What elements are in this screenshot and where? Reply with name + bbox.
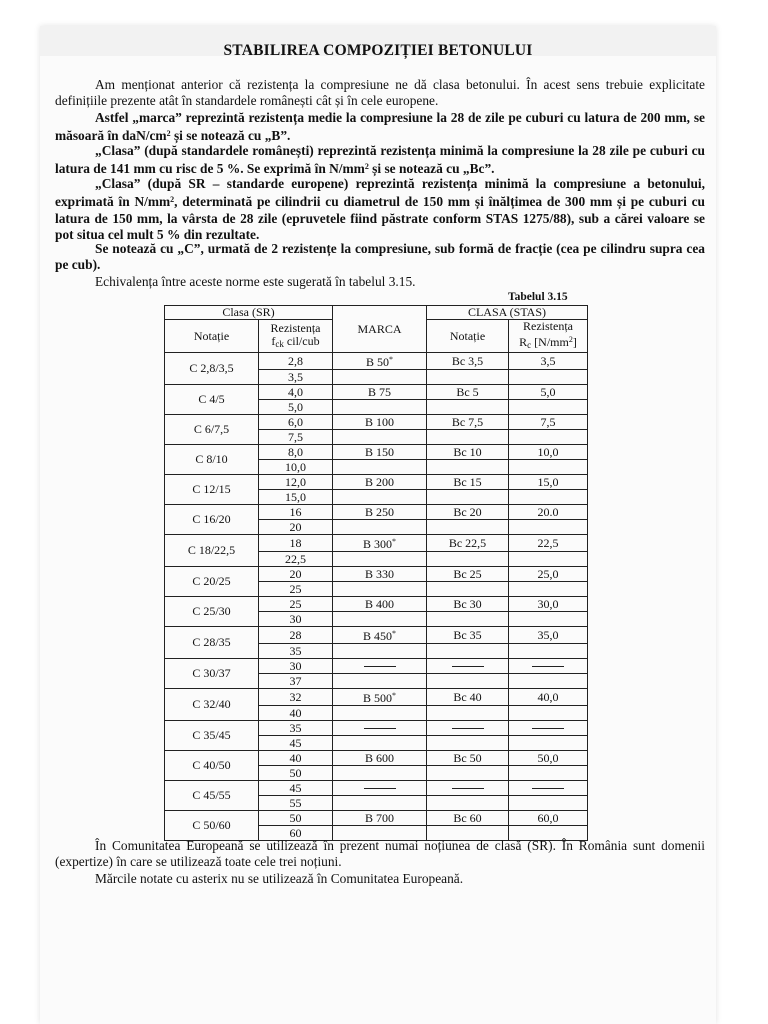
marca-value: B 450 [362,629,392,643]
cell-fck-cub: 60 [259,826,333,841]
cell-empty [427,796,509,811]
cell-empty [509,552,588,567]
cell-fck-cub: 22,5 [259,552,333,567]
cell-fck-cub: 45 [259,736,333,751]
cell-bc [427,659,509,674]
cell-bc: Bc 40 [427,689,509,706]
marca-value: B 75 [367,384,391,399]
cell-bc: Bc 3,5 [427,353,509,370]
cell-fck-cil: 2,8 [259,353,333,370]
table-row [165,659,588,674]
cell-fck-cub: 40 [259,706,333,721]
cell-empty [509,674,588,689]
header-fck-symbol: f [271,333,276,348]
table-row [165,415,588,430]
cell-rc: 60,0 [509,811,588,826]
header-marca: MARCA [333,306,427,353]
marca-value: B 600 [364,750,394,765]
cell-notatie: C 18/22,5 [165,535,259,567]
cell-rc: 10,0 [509,445,588,460]
cell-bc [427,721,509,736]
header-rc-close: ] [572,335,577,349]
cell-fck-cub: 7,5 [259,430,333,445]
marca-value: B 50 [365,355,389,369]
cell-empty [509,490,588,505]
cell-empty [427,674,509,689]
cell-empty [427,766,509,781]
cell-notatie: C 20/25 [165,567,259,597]
cell-marca [333,415,427,430]
cell-bc: Bc 60 [427,811,509,826]
cell-rc [509,781,588,796]
cell-notatie: C 50/60 [165,811,259,841]
cell-marca [333,445,427,460]
cell-notatie: C 6/7,5 [165,415,259,445]
empty-dash [364,666,396,667]
cell-empty [333,520,427,535]
cell-empty [333,460,427,475]
empty-dash [364,728,396,729]
cell-rc: 40,0 [509,689,588,706]
cell-bc: Bc 20 [427,505,509,520]
cell-empty [509,612,588,627]
cell-fck-cil: 40 [259,751,333,766]
cell-bc: Bc 10 [427,445,509,460]
cell-empty [509,582,588,597]
header-rezistenta-rc-label: Rezistența [523,319,573,333]
cell-marca [333,781,427,796]
cell-rc: 22,5 [509,535,588,552]
asterisk-mark: * [392,691,396,700]
cell-bc: Bc 5 [427,385,509,400]
cell-rc: 3,5 [509,353,588,370]
cell-notatie: C 45/55 [165,781,259,811]
cell-empty [333,490,427,505]
cell-empty [333,430,427,445]
cell-rc: 50,0 [509,751,588,766]
table-row [165,597,588,612]
cell-rc: 35,0 [509,627,588,644]
cell-bc: Bc 50 [427,751,509,766]
cell-fck-cub: 3,5 [259,370,333,385]
cell-empty [333,612,427,627]
cell-fck-cub: 20 [259,520,333,535]
cell-bc: Bc 15 [427,475,509,490]
cell-fck-cil: 4,0 [259,385,333,400]
table-row [165,475,588,490]
empty-dash [532,666,564,667]
table-row [165,627,588,644]
superscript: 2 [170,195,175,205]
cell-fck-cub: 15,0 [259,490,333,505]
cell-empty [427,644,509,659]
asterisk-mark: * [392,537,396,546]
cell-notatie: C 4/5 [165,385,259,415]
empty-dash [532,728,564,729]
paragraph-asterisk-note: Mărcile notate cu asterix nu se utilizează în Comunitatea Europeană. [95,871,464,886]
table-row [165,535,588,552]
table-body [165,353,588,841]
cell-notatie: C 30/37 [165,659,259,689]
cell-empty [427,582,509,597]
cell-fck-cil: 30 [259,659,333,674]
marca-value: B 250 [364,504,394,519]
cell-marca [333,689,427,706]
cell-fck-cub: 25 [259,582,333,597]
cell-empty [427,520,509,535]
cell-notatie: C 16/20 [165,505,259,535]
header-clasa-sr: Clasa (SR) [165,306,333,320]
cell-notatie: C 12/15 [165,475,259,505]
cell-bc: Bc 25 [427,567,509,582]
header-rc-subscript: c [527,340,532,350]
paragraph-clasa-stas [55,143,705,178]
cell-fck-cil: 12,0 [259,475,333,490]
cell-rc: 25,0 [509,567,588,582]
cell-empty [509,520,588,535]
marca-value: B 100 [364,414,394,429]
cell-fck-cil: 18 [259,535,333,552]
header-notatie: Notație [165,320,259,353]
cell-rc: 5,0 [509,385,588,400]
cell-empty [509,430,588,445]
header-rezistenta-rc [509,320,588,353]
marca-value: B 400 [364,596,394,611]
empty-dash [452,666,484,667]
asterisk-mark: * [389,355,393,364]
cell-empty [427,430,509,445]
empty-dash [532,788,564,789]
table-row [165,689,588,706]
paragraph-clasa-stas-text: „Clasa” (după standardele românești) reprezintă rezistența minimă la compresiune la 28 zile pe cuburi cu latura de 141 mm cu risc de 5 %. Se exprimă în N/mm [55,143,705,177]
header-clasa-stas: CLASA (STAS) [427,306,588,320]
paragraph-clasa-sr [55,176,705,244]
cell-rc: 30,0 [509,597,588,612]
cell-fck-cub: 37 [259,674,333,689]
cell-marca [333,505,427,520]
cell-marca [333,535,427,552]
page-title: STABILIREA COMPOZIȚIEI BETONULUI [223,42,533,59]
cell-empty [427,460,509,475]
cell-empty [427,370,509,385]
header-notatie-stas: Notație [427,320,509,353]
cell-empty [427,612,509,627]
cell-marca [333,751,427,766]
table-row [165,445,588,460]
paragraph-clasa-sr-text: „Clasa” (după SR – standarde europene) reprezintă rezistența minimă la compresiune a betonului, exprimată în N/mm [55,176,705,210]
cell-rc [509,721,588,736]
header-rezistenta-fck [259,320,333,353]
marca-value: B 150 [364,444,394,459]
table-row [165,751,588,766]
header-rc-unit: [N/mm [531,335,569,349]
header-rc-symbol: R [519,335,528,349]
cell-fck-cil: 25 [259,597,333,612]
cell-marca [333,721,427,736]
cell-notatie: C 35/45 [165,721,259,751]
cell-fck-cil: 35 [259,721,333,736]
header-fck-rest: cil/cub [283,333,320,348]
cell-empty [333,766,427,781]
table-row [165,781,588,796]
empty-dash [452,728,484,729]
cell-rc: 15,0 [509,475,588,490]
marca-value: B 300 [362,537,392,551]
cell-empty [333,400,427,415]
cell-rc: 7,5 [509,415,588,430]
cell-fck-cil: 16 [259,505,333,520]
paragraph-notation: Se notează cu „C”, urmată de 2 rezistențe la compresiune, sub formă de fracție (cea pe cilindru supra cea pe cub). [55,241,705,273]
cell-empty [427,552,509,567]
superscript: 2 [364,162,369,172]
header-fck-subscript: ck [275,338,284,349]
cell-empty [509,736,588,751]
cell-marca [333,811,427,826]
cell-notatie: C 2,8/3,5 [165,353,259,385]
cell-rc [509,659,588,674]
cell-empty [509,370,588,385]
cell-empty [333,582,427,597]
table-row [165,567,588,582]
paragraph-equivalence: Echivalența între aceste norme este sugerată în tabelul 3.15. [95,274,416,289]
cell-fck-cub: 10,0 [259,460,333,475]
cell-fck-cub: 30 [259,612,333,627]
table-row [165,353,588,370]
cell-notatie: C 8/10 [165,445,259,475]
cell-marca [333,475,427,490]
cell-empty [427,490,509,505]
marca-value: B 200 [364,474,394,489]
header-rezistenta-label: Rezistența [270,320,321,335]
header-rc-superscript: 2 [568,335,573,344]
superscript: 2 [166,129,171,139]
cell-empty [509,796,588,811]
paragraph-clasa-sr-tail: , determinată pe cilindrii cu diametrul de 150 mm și înălțimea de 300 mm și pe cuburi cu latura de 150 mm, la vârsta de 28 zile (epruvetele fiind păstrate conform STAS 1275/88), sub a cărei valoare se pot situa cel mult 5 % din rezultate. [55,194,705,243]
cell-bc: Bc 35 [427,627,509,644]
cell-empty [509,460,588,475]
cell-empty [509,644,588,659]
cell-empty [333,644,427,659]
cell-empty [427,706,509,721]
cell-empty [509,766,588,781]
empty-dash [364,788,396,789]
equivalence-table [164,305,588,841]
cell-fck-cil: 28 [259,627,333,644]
asterisk-mark: * [392,629,396,638]
cell-marca [333,353,427,370]
cell-fck-cub: 50 [259,766,333,781]
cell-fck-cub: 35 [259,644,333,659]
cell-rc: 20.0 [509,505,588,520]
cell-marca [333,385,427,400]
empty-dash [452,788,484,789]
cell-notatie: C 28/35 [165,627,259,659]
marca-value: B 500 [362,691,392,705]
cell-notatie: C 40/50 [165,751,259,781]
cell-notatie: C 32/40 [165,689,259,721]
cell-bc: Bc 22,5 [427,535,509,552]
cell-empty [333,674,427,689]
cell-empty [509,400,588,415]
paragraph-marca-tail: și se notează cu „B”. [170,128,291,144]
cell-fck-cub: 5,0 [259,400,333,415]
cell-fck-cil: 6,0 [259,415,333,430]
cell-bc: Bc 7,5 [427,415,509,430]
cell-marca [333,597,427,612]
cell-marca [333,659,427,674]
document-page [40,26,716,1024]
marca-value: B 330 [364,566,394,581]
cell-fck-cub: 55 [259,796,333,811]
cell-empty [509,706,588,721]
cell-fck-cil: 50 [259,811,333,826]
cell-empty [333,370,427,385]
cell-notatie: C 25/30 [165,597,259,627]
table-row [165,811,588,826]
paragraph-intro: Am menționat anterior că rezistența la compresiune ne dă clasa betonului. În acest sens trebuie explicitate definițiile prezente atât în standardele românești cât și în cele europene. [55,77,705,109]
paragraph-marca-text: Astfel „marca” reprezintă rezistența medie la compresiune la 28 de zile pe cuburi cu latura de 200 mm, se măsoară în daN/cm [55,110,705,144]
paragraph-marca [55,110,705,145]
table-row [165,385,588,400]
cell-fck-cil: 8,0 [259,445,333,460]
table-caption: Tabelul 3.15 [508,291,568,303]
cell-empty [333,796,427,811]
marca-value: B 700 [364,810,394,825]
cell-empty [427,736,509,751]
cell-marca [333,567,427,582]
cell-empty [333,552,427,567]
cell-marca [333,627,427,644]
cell-bc [427,781,509,796]
cell-bc: Bc 30 [427,597,509,612]
paragraph-clasa-stas-tail: și se notează cu „Bc”. [368,161,495,177]
cell-empty [333,736,427,751]
cell-empty [427,400,509,415]
cell-fck-cil: 20 [259,567,333,582]
cell-fck-cil: 45 [259,781,333,796]
paragraph-eu-note: În Comunitatea Europeană se utilizează în prezent numai noțiunea de clasă (SR). În România sunt domenii (expertize) în care se utilizează toate cele trei noțiuni. [55,838,705,870]
table-row [165,505,588,520]
cell-fck-cil: 32 [259,689,333,706]
cell-empty [333,706,427,721]
table-row [165,721,588,736]
